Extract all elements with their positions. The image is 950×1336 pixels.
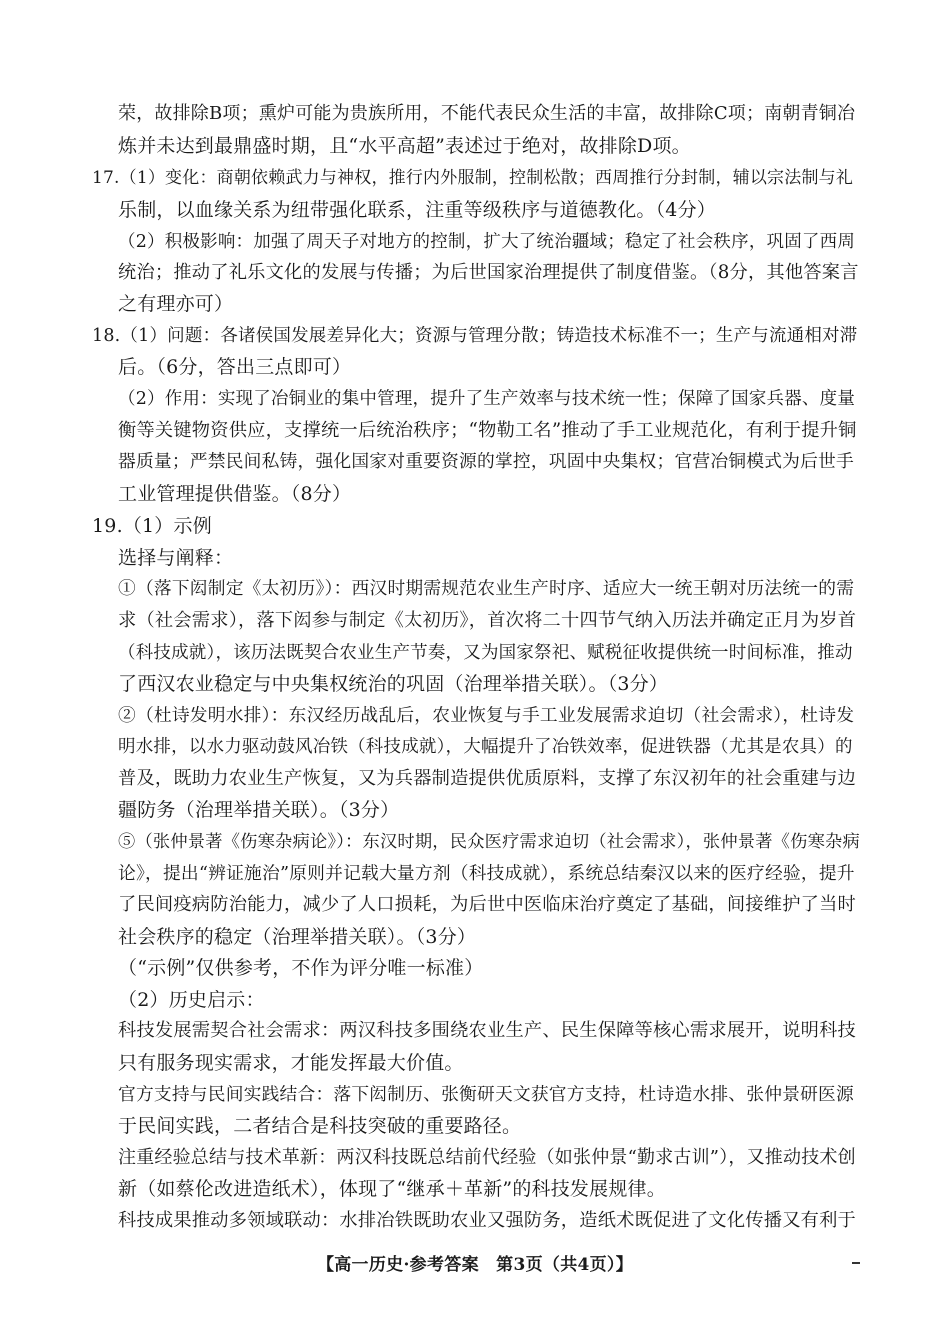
text-line: （“示例”仅供参考，不作为评分唯一标准） bbox=[118, 957, 484, 979]
text-line: 官方支持与民间实践结合：落下闳制历、张衡研天文获官方支持，杜诗造水排、张仲景研医源 bbox=[118, 1085, 854, 1105]
text-line: （2）积极影响：加强了周天子对地方的控制，扩大了统治疆域；稳定了社会秩序，巩固了西周 bbox=[118, 232, 856, 252]
text-line: 乐制，以血缘关系为纽带强化联系，注重等级秩序与道德教化。（4分） bbox=[118, 199, 716, 221]
text-line: 于民间实践，二者结合是科技突破的重要路径。 bbox=[118, 1115, 522, 1137]
page-footer: 【高一历史·参考答案 第3页（共4页）】 bbox=[316, 1255, 634, 1275]
text-line: 衡等关键物资供应，支撑统一后统治秩序；“物勒工名”推动了手工业规范化，有利于提升铜 bbox=[118, 420, 857, 441]
text-line: （2）历史启示： bbox=[118, 989, 265, 1011]
corner-mark bbox=[852, 1262, 860, 1264]
text-line: ①（落下闳制定《太初历》）：西汉时期需规范农业生产时序、适应大一统王朝对历法统一的需 bbox=[118, 579, 855, 599]
text-line: 求（社会需求），落下闳参与制定《太初历》，首次将二十四节气纳入历法并确定正月为岁首 bbox=[118, 610, 857, 631]
text-line: 只有服务现实需求，才能发挥最大价值。 bbox=[118, 1052, 464, 1074]
question-18-line: 18.（1）问题：各诸侯国发展差异化大；资源与管理分散；铸造技术标准不一；生产与流通相对滞 bbox=[92, 326, 858, 346]
text-line: 新（如蔡伦改进造纸术），体现了“继承＋革新”的科技发展规律。 bbox=[118, 1178, 666, 1200]
text-line: （2）作用：实现了冶铜业的集中管理，提升了生产效率与技术统一性；保障了国家兵器、度量 bbox=[118, 389, 856, 409]
text-line: 了民间疫病防治能力，减少了人口损耗，为后世中医临床治疗奠定了基础，间接维护了当时 bbox=[118, 894, 856, 915]
text-line: 后。（6分，答出三点即可） bbox=[118, 356, 352, 378]
text-line: 选择与阐释： bbox=[118, 547, 234, 569]
text-line: 普及，既助力农业生产恢复，又为兵器制造提供优质原料，支撑了东汉初年的社会重建与边 bbox=[118, 768, 856, 789]
text-line: 工业管理提供借鉴。（8分） bbox=[118, 483, 352, 505]
text-line: 荣，故排除B项；熏炉可能为贵族所用，不能代表民众生活的丰富，故排除C项；南朝青铜冶 bbox=[118, 103, 856, 124]
text-line: 器质量；严禁民间私铸，强化国家对重要资源的掌控，巩固中央集权；官营冶铜模式为后世手 bbox=[118, 452, 854, 472]
text-line: 注重经验总结与技术革新：两汉科技既总结前代经验（如张仲景“勤求古训”），又推动技术创 bbox=[118, 1147, 856, 1168]
text-line: 明水排，以水力驱动鼓风冶铁（科技成就），大幅提升了冶铁效率，促进铁器（尤其是农具）的 bbox=[118, 737, 853, 757]
question-19-line: 19.（1）示例 bbox=[92, 515, 212, 537]
text-line: 论》，提出“辨证施治”原则并记载大量方剂（科技成就），系统总结秦汉以来的医疗经验，提升 bbox=[118, 864, 855, 884]
text-line: 社会秩序的稳定（治理举措关联）。（3分） bbox=[118, 926, 477, 948]
text-line: 科技成果推动多领域联动：水排冶铁既助农业又强防务，造纸术既促进了文化传播又有利于 bbox=[118, 1210, 856, 1231]
text-line: （科技成就），该历法既契合农业生产节奏，又为国家祭祀、赋税征收提供统一时间标准，推动 bbox=[118, 643, 853, 663]
text-line: 科技发展需契合社会需求：两汉科技多围绕农业生产、民生保障等核心需求展开，说明科技 bbox=[118, 1020, 856, 1041]
text-line: 了西汉农业稳定与中央集权统治的巩固（治理举措关联）。（3分） bbox=[118, 673, 669, 695]
text-line: ②（杜诗发明水排）：东汉经历战乱后，农业恢复与手工业发展需求迫切（社会需求），杜诗发 bbox=[118, 706, 855, 726]
text-line: 之有理亦可） bbox=[118, 293, 234, 315]
text-line: 疆防务（治理举措关联）。（3分） bbox=[118, 799, 400, 821]
text-line: ⑤（张仲景著《伤寒杂病论》）：东汉时期，民众医疗需求迫切（社会需求），张仲景著《伤寒杂病 bbox=[118, 832, 860, 852]
question-17-line: 17.（1）变化：商朝依赖武力与神权，推行内外服制，控制松散；西周推行分封制，辅以宗法制与礼 bbox=[92, 168, 854, 188]
text-line: 统治；推动了礼乐文化的发展与传播；为后世国家治理提供了制度借鉴。（8分，其他答案言 bbox=[118, 262, 859, 283]
text-line: 炼并未达到最鼎盛时期，且“水平高超”表述过于绝对，故排除D项。 bbox=[118, 135, 691, 157]
